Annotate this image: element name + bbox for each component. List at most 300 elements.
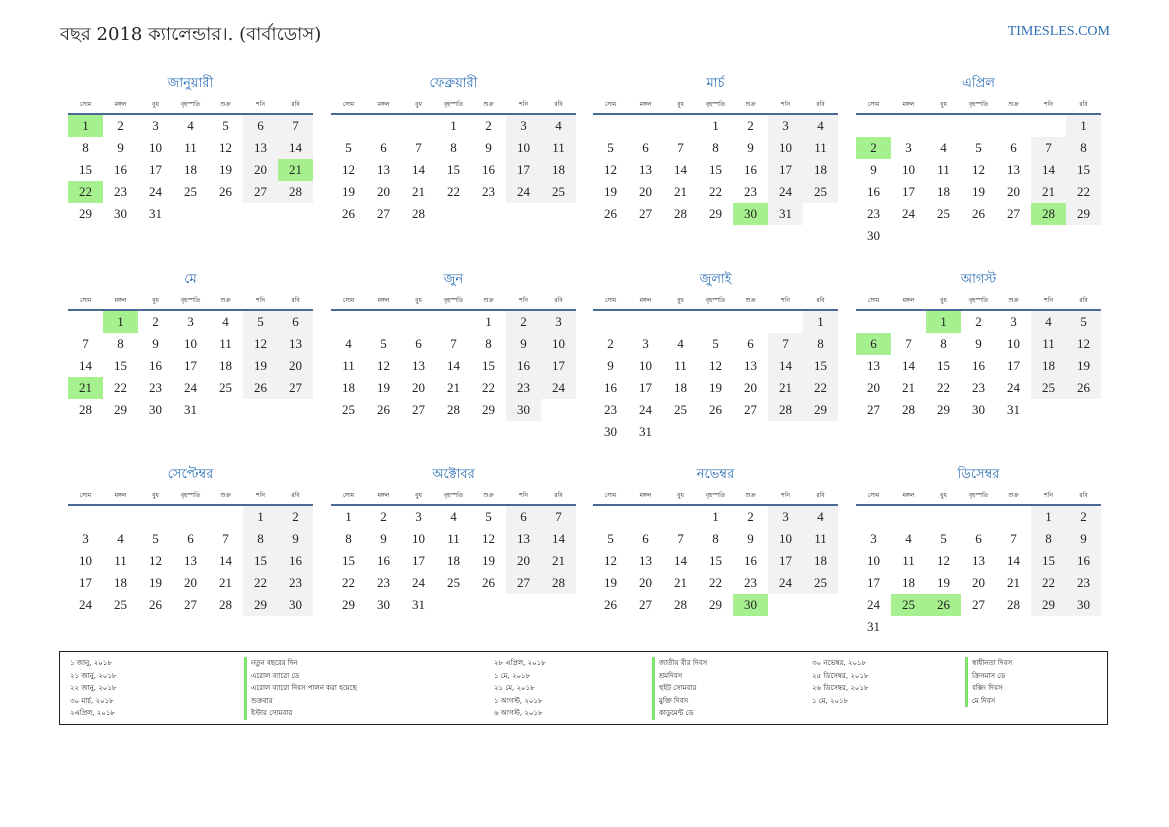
day-cell[interactable]: 15 [114,358,127,373]
day-cell[interactable]: 21 [68,377,103,399]
day-cell[interactable]: 19 [482,553,495,568]
day-cell[interactable]: 16 [867,184,880,199]
day-cell[interactable]: 25 [114,597,127,612]
day-cell[interactable]: 1 [712,509,719,524]
day-cell[interactable]: 11 [1031,333,1066,355]
day-cell[interactable]: 10 [768,137,803,159]
day-cell[interactable]: 16 [278,550,313,572]
day-cell[interactable]: 7 [905,336,912,351]
day-cell[interactable]: 29 [79,206,92,221]
day-cell[interactable]: 3 [768,506,803,528]
day-cell[interactable]: 1 [103,311,138,333]
day-cell[interactable]: 3 [82,531,89,546]
day-cell[interactable]: 4 [345,336,352,351]
day-cell[interactable]: 22 [803,377,838,399]
day-cell[interactable]: 9 [506,333,541,355]
day-cell[interactable]: 27 [184,597,197,612]
day-cell[interactable]: 12 [482,531,495,546]
day-cell[interactable]: 29 [709,206,722,221]
day-cell[interactable]: 11 [803,528,838,550]
day-cell[interactable]: 6 [243,115,278,137]
day-cell[interactable]: 25 [184,184,197,199]
day-cell[interactable]: 10 [149,140,162,155]
day-cell[interactable]: 19 [1066,355,1101,377]
day-cell[interactable]: 22 [709,575,722,590]
day-cell[interactable]: 12 [604,162,617,177]
day-cell[interactable]: 22 [243,572,278,594]
day-cell[interactable]: 28 [412,206,425,221]
day-cell[interactable]: 10 [902,162,915,177]
day-cell[interactable]: 9 [607,358,614,373]
day-cell[interactable]: 28 [1007,597,1020,612]
day-cell[interactable]: 17 [902,184,915,199]
day-cell[interactable]: 15 [1066,159,1101,181]
day-cell[interactable]: 5 [607,140,614,155]
day-cell[interactable]: 1 [1066,115,1101,137]
day-cell[interactable]: 11 [803,137,838,159]
day-cell[interactable]: 15 [342,553,355,568]
day-cell[interactable]: 12 [243,333,278,355]
day-cell[interactable]: 16 [482,162,495,177]
day-cell[interactable]: 31 [1007,402,1020,417]
day-cell[interactable]: 10 [506,137,541,159]
day-cell[interactable]: 20 [867,380,880,395]
day-cell[interactable]: 31 [184,402,197,417]
day-cell[interactable]: 23 [604,402,617,417]
day-cell[interactable]: 26 [604,597,617,612]
day-cell[interactable]: 17 [867,575,880,590]
day-cell[interactable]: 18 [937,184,950,199]
day-cell[interactable]: 8 [82,140,89,155]
day-cell[interactable]: 6 [187,531,194,546]
day-cell[interactable]: 30 [1066,594,1101,616]
day-cell[interactable]: 11 [541,137,576,159]
day-cell[interactable]: 9 [975,336,982,351]
day-cell[interactable]: 2 [747,118,754,133]
day-cell[interactable]: 25 [803,572,838,594]
day-cell[interactable]: 22 [447,184,460,199]
day-cell[interactable]: 27 [867,402,880,417]
day-cell[interactable]: 26 [243,377,278,399]
day-cell[interactable]: 31 [149,206,162,221]
day-cell[interactable]: 4 [222,314,229,329]
day-cell[interactable]: 13 [278,333,313,355]
day-cell[interactable]: 26 [1066,377,1101,399]
day-cell[interactable]: 29 [803,399,838,421]
day-cell[interactable]: 8 [1031,528,1066,550]
day-cell[interactable]: 14 [902,358,915,373]
day-cell[interactable]: 14 [219,553,232,568]
day-cell[interactable]: 19 [972,184,985,199]
day-cell[interactable]: 24 [768,572,803,594]
day-cell[interactable]: 27 [744,402,757,417]
day-cell[interactable]: 15 [803,355,838,377]
day-cell[interactable]: 26 [482,575,495,590]
day-cell[interactable]: 6 [856,333,891,355]
day-cell[interactable]: 4 [803,115,838,137]
day-cell[interactable]: 18 [1031,355,1066,377]
day-cell[interactable]: 5 [485,509,492,524]
day-cell[interactable]: 25 [674,402,687,417]
day-cell[interactable]: 26 [149,597,162,612]
day-cell[interactable]: 3 [152,118,159,133]
day-cell[interactable]: 20 [744,380,757,395]
day-cell[interactable]: 30 [867,228,880,243]
day-cell[interactable]: 13 [1007,162,1020,177]
day-cell[interactable]: 25 [891,594,926,616]
day-cell[interactable]: 7 [222,531,229,546]
day-cell[interactable]: 24 [867,597,880,612]
day-cell[interactable]: 7 [450,336,457,351]
day-cell[interactable]: 2 [152,314,159,329]
day-cell[interactable]: 14 [674,553,687,568]
day-cell[interactable]: 11 [447,531,460,546]
day-cell[interactable]: 13 [506,528,541,550]
day-cell[interactable]: 8 [803,333,838,355]
day-cell[interactable]: 20 [377,184,390,199]
day-cell[interactable]: 12 [937,553,950,568]
day-cell[interactable]: 11 [674,358,687,373]
day-cell[interactable]: 8 [117,336,124,351]
day-cell[interactable]: 21 [278,159,313,181]
day-cell[interactable]: 3 [506,115,541,137]
day-cell[interactable]: 6 [642,140,649,155]
day-cell[interactable]: 22 [1031,572,1066,594]
day-cell[interactable]: 10 [184,336,197,351]
day-cell[interactable]: 16 [377,553,390,568]
day-cell[interactable]: 14 [674,162,687,177]
day-cell[interactable]: 16 [604,380,617,395]
day-cell[interactable]: 2 [1066,506,1101,528]
day-cell[interactable]: 17 [506,159,541,181]
day-cell[interactable]: 11 [902,553,915,568]
day-cell[interactable]: 23 [867,206,880,221]
day-cell[interactable]: 14 [1007,553,1020,568]
day-cell[interactable]: 23 [278,572,313,594]
day-cell[interactable]: 28 [1031,203,1066,225]
day-cell[interactable]: 31 [867,619,880,634]
day-cell[interactable]: 22 [937,380,950,395]
day-cell[interactable]: 27 [639,206,652,221]
day-cell[interactable]: 9 [117,140,124,155]
day-cell[interactable]: 13 [243,137,278,159]
day-cell[interactable]: 10 [541,333,576,355]
day-cell[interactable]: 10 [1007,336,1020,351]
day-cell[interactable]: 7 [677,531,684,546]
day-cell[interactable]: 30 [278,594,313,616]
day-cell[interactable]: 13 [744,358,757,373]
day-cell[interactable]: 7 [278,115,313,137]
day-cell[interactable]: 29 [1031,594,1066,616]
day-cell[interactable]: 5 [1066,311,1101,333]
day-cell[interactable]: 4 [1031,311,1066,333]
day-cell[interactable]: 12 [377,358,390,373]
day-cell[interactable]: 21 [447,380,460,395]
day-cell[interactable]: 24 [79,597,92,612]
day-cell[interactable]: 8 [345,531,352,546]
day-cell[interactable]: 19 [243,355,278,377]
day-cell[interactable]: 21 [541,550,576,572]
day-cell[interactable]: 5 [940,531,947,546]
day-cell[interactable]: 28 [278,181,313,203]
day-cell[interactable]: 4 [187,118,194,133]
day-cell[interactable]: 11 [342,358,355,373]
day-cell[interactable]: 4 [940,140,947,155]
day-cell[interactable]: 6 [506,506,541,528]
day-cell[interactable]: 19 [377,380,390,395]
day-cell[interactable]: 27 [972,597,985,612]
day-cell[interactable]: 25 [937,206,950,221]
day-cell[interactable]: 5 [712,336,719,351]
day-cell[interactable]: 2 [117,118,124,133]
day-cell[interactable]: 17 [149,162,162,177]
day-cell[interactable]: 13 [184,553,197,568]
day-cell[interactable]: 29 [937,402,950,417]
day-cell[interactable]: 22 [1066,181,1101,203]
day-cell[interactable]: 3 [905,140,912,155]
day-cell[interactable]: 25 [803,181,838,203]
day-cell[interactable]: 3 [1010,314,1017,329]
day-cell[interactable]: 12 [1066,333,1101,355]
day-cell[interactable]: 20 [184,575,197,590]
day-cell[interactable]: 13 [867,358,880,373]
day-cell[interactable]: 19 [604,184,617,199]
day-cell[interactable]: 8 [485,336,492,351]
day-cell[interactable]: 20 [1007,184,1020,199]
day-cell[interactable]: 9 [152,336,159,351]
day-cell[interactable]: 19 [149,575,162,590]
day-cell[interactable]: 26 [342,206,355,221]
day-cell[interactable]: 7 [82,336,89,351]
day-cell[interactable]: 23 [972,380,985,395]
day-cell[interactable]: 18 [902,575,915,590]
day-cell[interactable]: 2 [856,137,891,159]
day-cell[interactable]: 23 [114,184,127,199]
day-cell[interactable]: 1 [926,311,961,333]
day-cell[interactable]: 19 [604,575,617,590]
day-cell[interactable]: 18 [541,159,576,181]
day-cell[interactable]: 21 [1007,575,1020,590]
day-cell[interactable]: 23 [482,184,495,199]
day-cell[interactable]: 19 [219,162,232,177]
day-cell[interactable]: 26 [926,594,961,616]
day-cell[interactable]: 24 [506,181,541,203]
day-cell[interactable]: 1 [712,118,719,133]
day-cell[interactable]: 22 [342,575,355,590]
day-cell[interactable]: 1 [243,506,278,528]
day-cell[interactable]: 1 [68,115,103,137]
day-cell[interactable]: 24 [1007,380,1020,395]
day-cell[interactable]: 13 [377,162,390,177]
day-cell[interactable]: 18 [114,575,127,590]
day-cell[interactable]: 30 [506,399,541,421]
day-cell[interactable]: 20 [639,184,652,199]
day-cell[interactable]: 15 [937,358,950,373]
day-cell[interactable]: 29 [482,402,495,417]
day-cell[interactable]: 29 [709,597,722,612]
day-cell[interactable]: 25 [541,181,576,203]
day-cell[interactable]: 4 [677,336,684,351]
day-cell[interactable]: 27 [1007,206,1020,221]
day-cell[interactable]: 12 [709,358,722,373]
day-cell[interactable]: 20 [278,355,313,377]
day-cell[interactable]: 21 [768,377,803,399]
day-cell[interactable]: 20 [506,550,541,572]
day-cell[interactable]: 18 [342,380,355,395]
day-cell[interactable]: 26 [377,402,390,417]
day-cell[interactable]: 30 [604,424,617,439]
day-cell[interactable]: 12 [149,553,162,568]
day-cell[interactable]: 28 [674,597,687,612]
day-cell[interactable]: 3 [768,115,803,137]
day-cell[interactable]: 3 [187,314,194,329]
day-cell[interactable]: 8 [450,140,457,155]
day-cell[interactable]: 31 [412,597,425,612]
day-cell[interactable]: 3 [541,311,576,333]
day-cell[interactable]: 17 [768,159,803,181]
day-cell[interactable]: 14 [541,528,576,550]
day-cell[interactable]: 9 [747,140,754,155]
day-cell[interactable]: 26 [219,184,232,199]
day-cell[interactable]: 6 [747,336,754,351]
day-cell[interactable]: 6 [278,311,313,333]
day-cell[interactable]: 10 [867,553,880,568]
day-cell[interactable]: 29 [1066,203,1101,225]
day-cell[interactable]: 24 [768,181,803,203]
day-cell[interactable]: 15 [243,550,278,572]
day-cell[interactable]: 23 [744,184,757,199]
day-cell[interactable]: 30 [733,594,768,616]
day-cell[interactable]: 19 [342,184,355,199]
day-cell[interactable]: 28 [541,572,576,594]
day-cell[interactable]: 7 [677,140,684,155]
day-cell[interactable]: 13 [639,553,652,568]
day-cell[interactable]: 21 [902,380,915,395]
day-cell[interactable]: 24 [541,377,576,399]
day-cell[interactable]: 7 [541,506,576,528]
day-cell[interactable]: 15 [1031,550,1066,572]
day-cell[interactable]: 28 [219,597,232,612]
day-cell[interactable]: 7 [1031,137,1066,159]
day-cell[interactable]: 16 [744,162,757,177]
day-cell[interactable]: 18 [803,550,838,572]
day-cell[interactable]: 29 [342,597,355,612]
day-cell[interactable]: 12 [604,553,617,568]
day-cell[interactable]: 24 [902,206,915,221]
day-cell[interactable]: 1 [345,509,352,524]
day-cell[interactable]: 18 [803,159,838,181]
day-cell[interactable]: 10 [412,531,425,546]
day-cell[interactable]: 16 [506,355,541,377]
site-link[interactable]: TIMESLES.COM [1007,24,1110,39]
day-cell[interactable]: 8 [712,140,719,155]
day-cell[interactable]: 13 [639,162,652,177]
day-cell[interactable]: 6 [415,336,422,351]
day-cell[interactable]: 17 [639,380,652,395]
day-cell[interactable]: 12 [219,140,232,155]
day-cell[interactable]: 5 [152,531,159,546]
day-cell[interactable]: 11 [219,336,232,351]
day-cell[interactable]: 15 [709,162,722,177]
day-cell[interactable]: 28 [79,402,92,417]
day-cell[interactable]: 18 [447,553,460,568]
day-cell[interactable]: 6 [642,531,649,546]
day-cell[interactable]: 18 [219,358,232,373]
day-cell[interactable]: 9 [870,162,877,177]
day-cell[interactable]: 5 [975,140,982,155]
day-cell[interactable]: 7 [415,140,422,155]
day-cell[interactable]: 27 [278,377,313,399]
day-cell[interactable]: 2 [747,509,754,524]
day-cell[interactable]: 2 [485,118,492,133]
day-cell[interactable]: 4 [541,115,576,137]
day-cell[interactable]: 28 [768,399,803,421]
day-cell[interactable]: 21 [674,184,687,199]
day-cell[interactable]: 20 [412,380,425,395]
day-cell[interactable]: 25 [447,575,460,590]
day-cell[interactable]: 11 [184,140,197,155]
day-cell[interactable]: 17 [768,550,803,572]
day-cell[interactable]: 16 [744,553,757,568]
day-cell[interactable]: 14 [1031,159,1066,181]
day-cell[interactable]: 2 [278,506,313,528]
day-cell[interactable]: 9 [278,528,313,550]
day-cell[interactable]: 30 [733,203,768,225]
day-cell[interactable]: 4 [803,506,838,528]
day-cell[interactable]: 14 [79,358,92,373]
day-cell[interactable]: 24 [639,402,652,417]
day-cell[interactable]: 5 [345,140,352,155]
day-cell[interactable]: 23 [377,575,390,590]
day-cell[interactable]: 5 [243,311,278,333]
day-cell[interactable]: 1 [803,311,838,333]
day-cell[interactable]: 6 [380,140,387,155]
day-cell[interactable]: 9 [1066,528,1101,550]
day-cell[interactable]: 28 [447,402,460,417]
day-cell[interactable]: 16 [114,162,127,177]
day-cell[interactable]: 27 [506,572,541,594]
day-cell[interactable]: 23 [506,377,541,399]
day-cell[interactable]: 18 [674,380,687,395]
day-cell[interactable]: 7 [1010,531,1017,546]
day-cell[interactable]: 2 [975,314,982,329]
day-cell[interactable]: 14 [768,355,803,377]
day-cell[interactable]: 27 [377,206,390,221]
day-cell[interactable]: 16 [149,358,162,373]
day-cell[interactable]: 27 [639,597,652,612]
day-cell[interactable]: 24 [149,184,162,199]
day-cell[interactable]: 24 [412,575,425,590]
day-cell[interactable]: 10 [768,528,803,550]
day-cell[interactable]: 20 [639,575,652,590]
day-cell[interactable]: 17 [1007,358,1020,373]
day-cell[interactable]: 17 [184,358,197,373]
day-cell[interactable]: 25 [219,380,232,395]
day-cell[interactable]: 23 [744,575,757,590]
day-cell[interactable]: 19 [709,380,722,395]
day-cell[interactable]: 1 [1031,506,1066,528]
day-cell[interactable]: 26 [709,402,722,417]
day-cell[interactable]: 30 [149,402,162,417]
day-cell[interactable]: 13 [972,553,985,568]
day-cell[interactable]: 6 [975,531,982,546]
day-cell[interactable]: 23 [1066,572,1101,594]
day-cell[interactable]: 29 [114,402,127,417]
day-cell[interactable]: 8 [1066,137,1101,159]
day-cell[interactable]: 22 [68,181,103,203]
day-cell[interactable]: 5 [607,531,614,546]
day-cell[interactable]: 30 [114,206,127,221]
